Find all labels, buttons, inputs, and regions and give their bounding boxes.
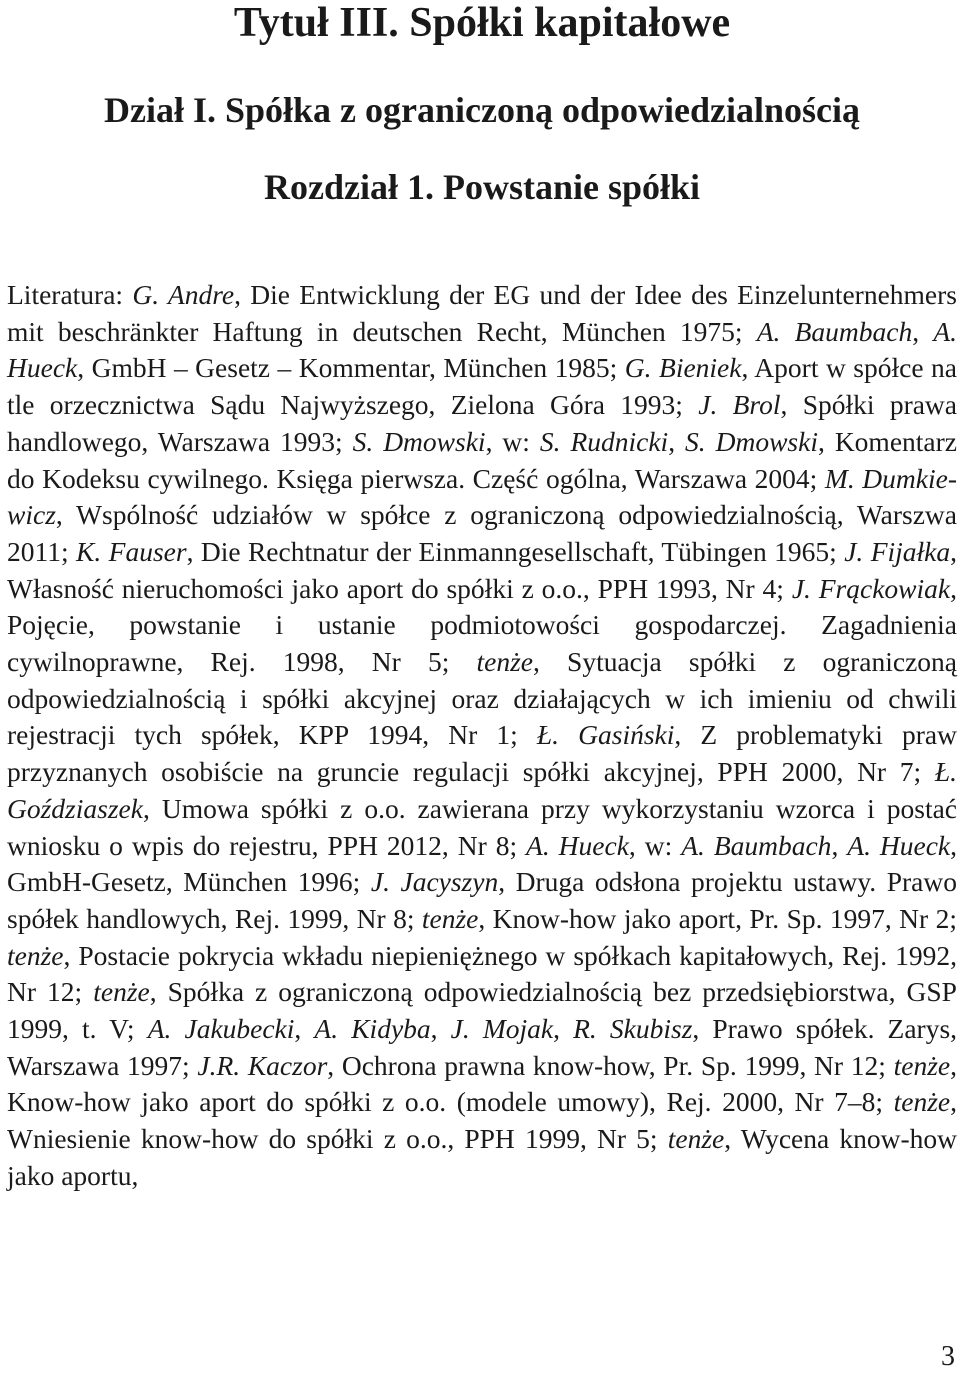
citation-author: J. Mojak <box>450 1013 554 1045</box>
citation-author: S. Rudnicki <box>539 425 669 457</box>
citation-text: , <box>430 1013 451 1045</box>
citation-text: , GmbH-Gesetz, München 1996; <box>7 829 957 898</box>
citation-author: A. Baumbach <box>681 829 832 861</box>
page-number: 3 <box>941 1341 955 1372</box>
citation-text: , Z problematyki praw przyznanych osobiście na gruncie regulacji spółki akcyjnej, PPH 2000, Nr 7; <box>7 719 957 788</box>
citation-author: J.R. Kaczor <box>197 1049 328 1081</box>
citation-author: S. Dmowski <box>685 425 818 457</box>
citation-author: tenże <box>421 902 479 934</box>
citation-author: M. Dumkiewicz <box>7 462 958 531</box>
citation-author: Ł. Goździaszek <box>7 756 957 824</box>
citation-text: , w: <box>628 829 682 861</box>
literature-body <box>7 279 957 1191</box>
citation-author: Ł. Gasiński <box>536 719 675 751</box>
citation-text: , Pojęcie, powstanie i ustanie podmiotowości gospodarczej. Zagadnienia cywilnoprawne, Rej. 1998, Nr 5; <box>7 572 957 678</box>
citation-author: A. Hueck <box>526 829 629 861</box>
citation-author: S. Dmowski <box>352 425 486 457</box>
citation-author: A. Jakubecki <box>147 1013 295 1045</box>
citation-text: , Spółki prawa handlowego, Warszawa 1993; <box>7 389 957 457</box>
literature-paragraph <box>7 277 957 1195</box>
citation-text: , Ochrona prawna know-how, Pr. Sp. 1999, Nr 12; <box>327 1049 894 1081</box>
chapter-heading: Rozdział 1. Powstanie spółki <box>263 167 701 207</box>
citation-author: tenże <box>893 1086 951 1118</box>
citation-author: A. Hueck <box>7 315 958 384</box>
citation-text: , <box>553 1013 574 1045</box>
citation-text: , Komentarz do Kodeksu cywilnego. Księga pierwsza. Część ogólna, Warszawa 2004; <box>7 425 957 494</box>
citation-text: , Wspólność udziałów w spółce z ograniczoną odpowiedzialnością, Warszwa 2011; <box>7 499 957 567</box>
citation-text: , Wniesienie know-how do spółki z o.o., PPH 1999, Nr 5; <box>7 1086 957 1155</box>
citation-author: J. Frąckowiak <box>791 572 951 604</box>
title-heading: Tytuł III. Spółki kapitałowe <box>233 0 731 46</box>
citation-text: , <box>294 1013 315 1045</box>
citation-author: tenże <box>7 939 64 971</box>
citation-text: , Die Entwicklung der EG und der Idee des Einzelunternehmers mit beschränkter Haftung in deutschen Recht, München 1975; <box>7 279 957 347</box>
citation-text: , GmbH – Gesetz – Kommentar, München 1985; <box>77 352 625 384</box>
citation-text: , Druga odsłona projektu ustawy. Prawo spółek handlowych, Rej. 1999, Nr 8; <box>7 866 957 934</box>
document-page <box>7 0 957 1375</box>
citation-author: tenże <box>667 1123 725 1155</box>
citation-text: , Umowa spółki z o.o. zawierana przy wykorzystaniu wzorca i postać wniosku o wpis do rejestru, PPH 2012, Nr 8; <box>7 792 957 861</box>
citation-text: , Die Rechtnatur der Einmanngesellschaft, Tübingen 1965; <box>186 535 845 567</box>
citation-text: , Know-how jako aport do spółki z o.o. (modele umowy), Rej. 2000, Nr 7–8; <box>7 1049 957 1118</box>
citation-text: , Know-how jako aport, Pr. Sp. 1997, Nr 2; <box>478 902 957 934</box>
citation-text: , Wycena know-how jako aportu, <box>7 1123 957 1191</box>
citation-author: G. Andre <box>132 279 235 310</box>
citation-text: , Spółka z ograniczoną odpowiedzialnością bez przedsiębiorstwa, GSP 1999, t. V; <box>7 976 957 1045</box>
citation-author: J. Brol <box>698 389 781 421</box>
citation-text: , <box>912 315 934 347</box>
literature-label: Literatura: <box>7 279 124 310</box>
citation-author: K. Fauser <box>76 535 187 567</box>
citation-author: J. Jacyszyn <box>370 866 499 898</box>
citation-author: A. Kidyba <box>314 1013 431 1045</box>
citation-text: , Sytuacja spółki z ograniczoną odpowiedzialnością i spółki akcyjnej oraz działających w ich imieniu od chwili rejestracji tych spółek, KPP 1994, Nr 1; <box>7 646 957 751</box>
citation-text: , w: <box>485 425 540 457</box>
citation-text: , <box>831 829 848 861</box>
citation-text: , Prawo spółek. Zarys, Warszawa 1997; <box>7 1013 958 1081</box>
citation-author: A. Hueck <box>847 829 951 861</box>
citation-text: , <box>668 425 686 457</box>
citation-text <box>123 279 132 310</box>
citation-author: R. Skubisz <box>573 1013 693 1045</box>
section-heading: Dział I. Spółka z ograniczoną odpowiedzialnością <box>103 90 861 130</box>
citation-text: , Aport w spółce na tle orzecznictwa Sądu Najwyższego, Zielona Góra 1993; <box>7 352 957 421</box>
citation-text: , Postacie pokrycia wkładu niepieniężnego w spółkach kapitałowych, Rej. 1992, Nr 12; <box>7 939 957 1008</box>
citation-author: J. Fijałka <box>844 535 951 567</box>
citation-author: G. Bieniek <box>624 352 742 384</box>
citation-text: , Własność nieruchomości jako aport do spółki z o.o., PPH 1993, Nr 4; <box>7 535 957 604</box>
citation-author: tenże <box>93 976 150 1008</box>
citation-author: tenże <box>893 1049 951 1081</box>
citation-author: tenże <box>476 646 534 678</box>
citation-author: A. Baumbach <box>756 315 913 347</box>
